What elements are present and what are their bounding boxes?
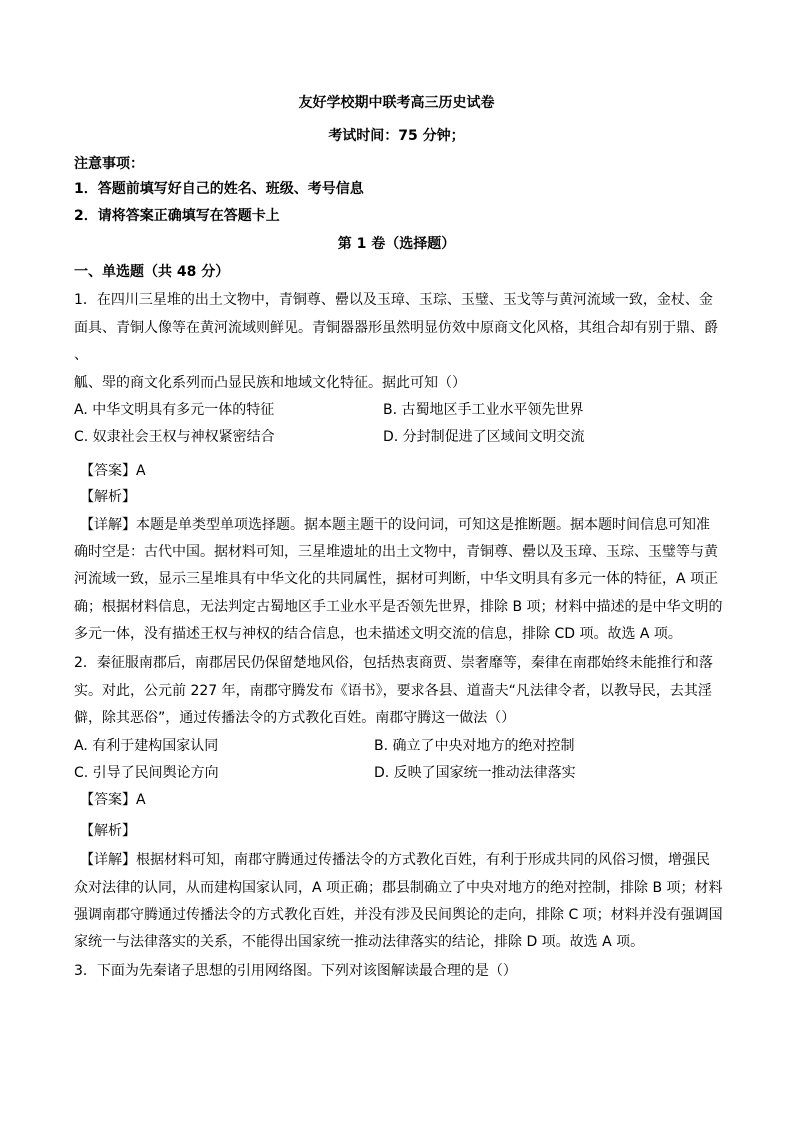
- question-1-detail: 确时空是：古代中国。据材料可知，三星堆遗址的出土文物中，青铜尊、罍以及玉璋、玉琮、玉璧等与黄: [74, 544, 718, 560]
- notice-item: 1．答题前填写好自己的姓名、班级、考号信息: [74, 181, 364, 197]
- question-1-option-a: A. 中华文明具有多元一体的特征: [74, 402, 275, 418]
- question-2-option-c: C. 引导了民间舆论方向: [74, 765, 219, 781]
- question-2-option-b: B. 确立了中央对地方的绝对控制: [374, 738, 575, 754]
- notice-heading: 注意事项：: [74, 156, 144, 172]
- question-1-stem: 觚、斝的商文化系列而凸显民族和地域文化特征。据此可知（）: [74, 375, 466, 391]
- section-title: 一、单选题（共 48 分）: [74, 264, 230, 280]
- exam-time: 考试时间：75 分钟；: [328, 128, 465, 144]
- question-1-stem: 面具、青铜人像等在黄河流域则鲜见。青铜器器形虽然明显仿效中原商文化风格，其组合却有别于鼎、爵: [74, 320, 718, 336]
- question-1-detail: 多元一体，没有描述王权与神权的结合信息，也未描述文明交流的信息，排除 CD 项。故选 A 项。: [74, 626, 682, 642]
- exam-title: 友好学校期中联考高三历史试卷: [298, 95, 495, 111]
- question-2-stem: 实。对此，公元前 227 年，南郡守腾发布《语书》，要求各县、道啬夫“凡法律令者，以教导民，去其淫: [74, 683, 712, 699]
- question-2-detail: 众对法律的认同，从而建构国家认同，A 项正确；郡县制确立了中央对地方的绝对控制，排除 B 项；材料: [74, 880, 723, 896]
- question-2-detail: 【详解】根据材料可知，南郡守腾通过传播法令的方式教化百姓，有利于形成共同的风俗习惯，增强民: [80, 852, 710, 868]
- question-1-option-c: C. 奴隶社会王权与神权紧密结合: [74, 429, 275, 445]
- question-1-detail: 河流域一致，显示三星堆具有中华文化的共同属性，据材可判断，中华文明具有多元一体的特征，A 项正: [74, 571, 719, 587]
- notice-item: 2．请将答案正确填写在答题卡上: [74, 208, 280, 224]
- question-2-detail: 强调南郡守腾通过传播法令的方式教化百姓，并没有涉及民间舆论的走向，排除 C 项；材料并没有强调国: [74, 907, 723, 923]
- volume-title: 第 1 卷（选择题）: [337, 236, 456, 252]
- question-2-analysis-label: 【解析】: [80, 823, 136, 839]
- question-1-stem: 、: [74, 347, 88, 363]
- question-1-option-b: B. 古蜀地区手工业水平领先世界: [383, 402, 584, 418]
- question-1-detail: 确；根据材料信息，无法判定古蜀地区手工业水平是否领先世界，排除 B 项；材料中描述的是中华文明的: [74, 599, 723, 615]
- question-1-analysis-label: 【解析】: [80, 489, 136, 505]
- question-1-detail: 【详解】本题是单类型单项选择题。据本题主题干的设问词，可知这是推断题。据本题时间信息可知准: [80, 517, 710, 533]
- question-2-answer: 【答案】A: [80, 792, 146, 808]
- question-1-option-d: D. 分封制促进了区域间文明交流: [383, 429, 585, 445]
- question-2-stem: 僻，除其恶俗”，通过传播法令的方式教化百姓。南郡守腾这一做法（）: [74, 710, 516, 726]
- question-2-option-d: D. 反映了国家统一推动法律落实: [374, 765, 576, 781]
- question-2-stem: 2．秦征服南郡后，南郡居民仍保留楚地风俗，包括热衷商贾、崇奢靡等，秦律在南郡始终未能推行和落: [74, 655, 713, 671]
- question-3-stem: 3．下面为先秦诸子思想的引用网络图。下列对该图解读最合理的是（）: [74, 963, 517, 979]
- question-2-option-a: A. 有利于建构国家认同: [74, 738, 219, 754]
- question-1-answer: 【答案】A: [80, 463, 146, 479]
- question-1-stem: 1．在四川三星堆的出土文物中，青铜尊、罍以及玉璋、玉琮、玉璧、玉戈等与黄河流域一致，金杖、金: [74, 292, 713, 308]
- question-2-detail: 家统一与法律落实的关系，不能得出国家统一推动法律落实的结论，排除 D 项。故选 A 项。: [74, 934, 645, 950]
